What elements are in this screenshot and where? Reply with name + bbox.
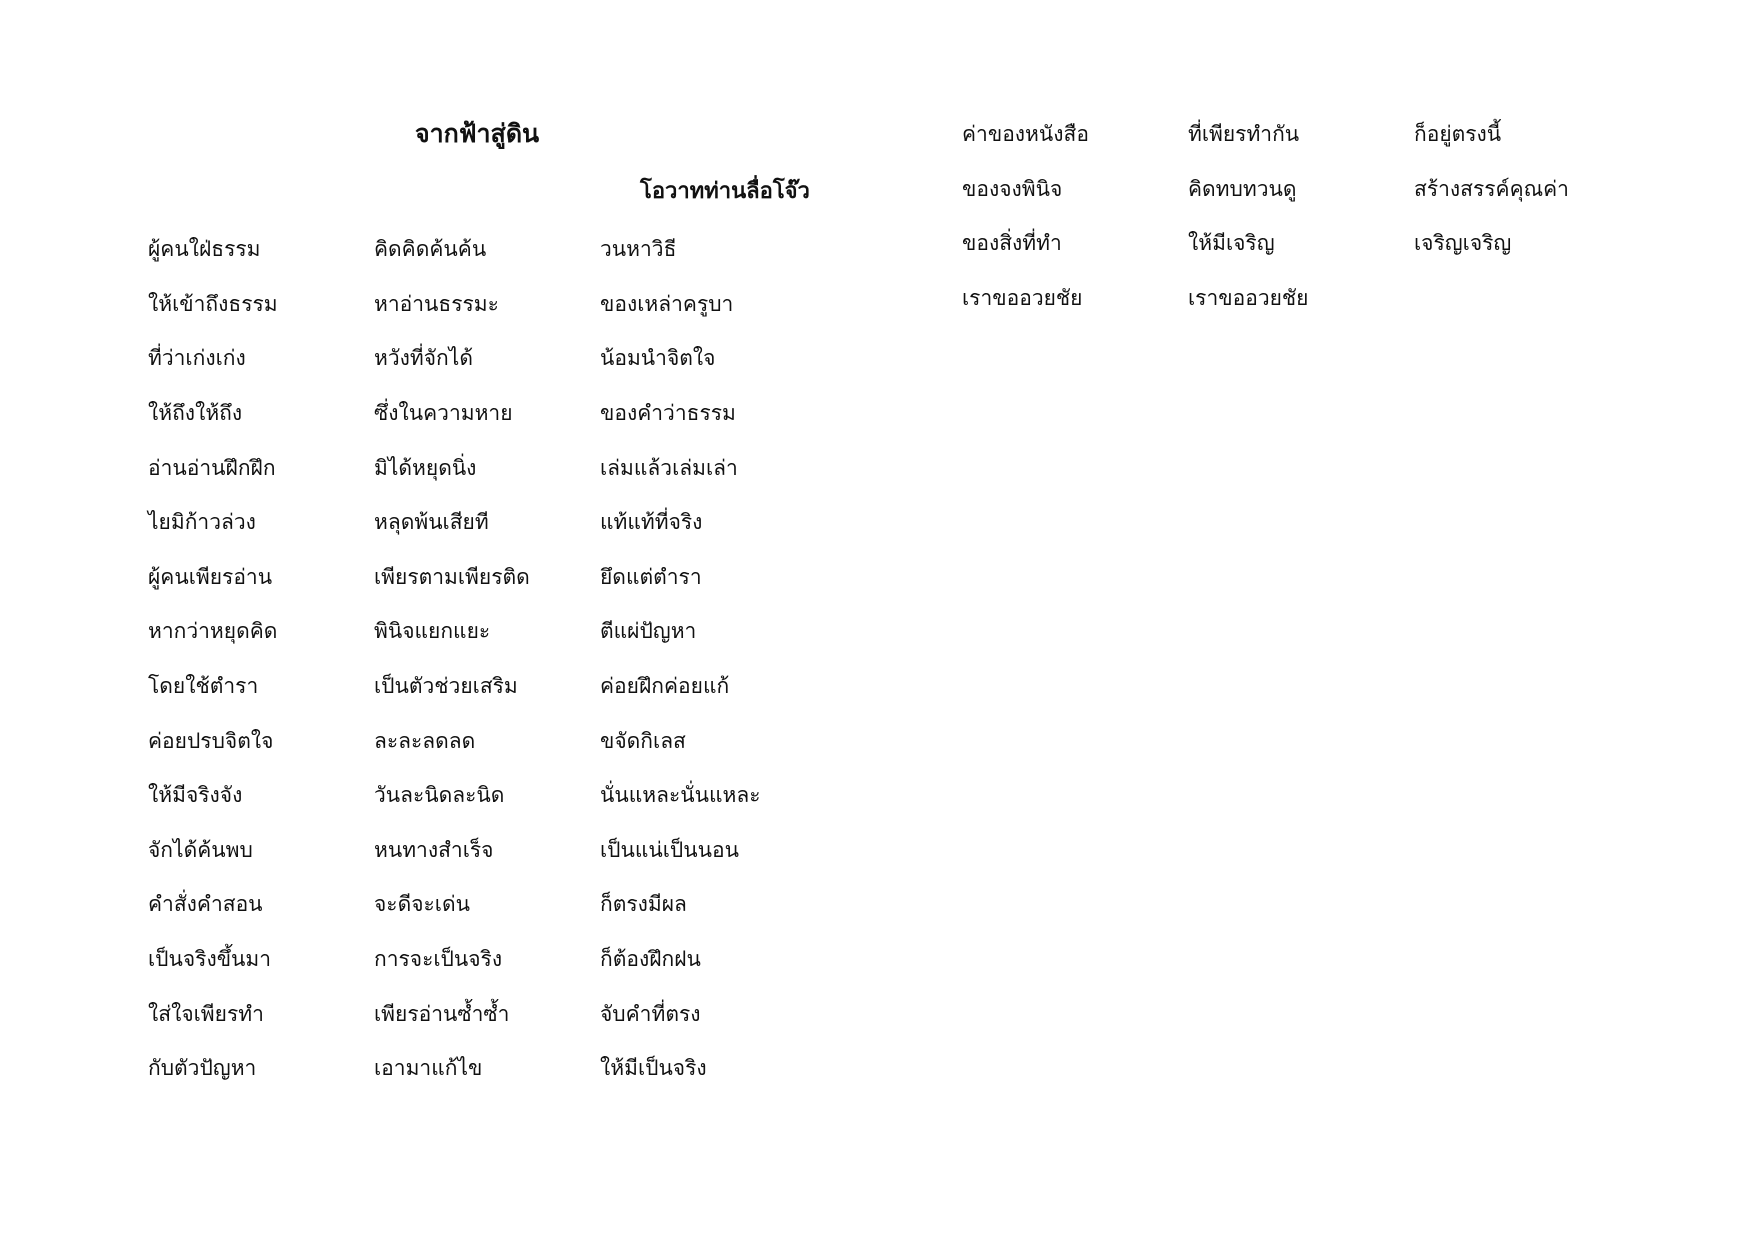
verse-line: เพียรอ่านซ้ำซ้ำ	[374, 1001, 510, 1026]
verse-line: หนทางสำเร็จ	[374, 837, 494, 862]
verse-line: ละละลดลด	[374, 728, 476, 753]
verse-line: เราขออวยชัย	[1188, 286, 1309, 311]
verse-line: ก็ตรงมีผล	[600, 892, 687, 917]
verse-line: ไยมิก้าวล่วง	[148, 510, 256, 535]
verse-line: โดยใช้ตำรา	[148, 674, 259, 699]
verse-line: คำสั่งคำสอน	[148, 892, 263, 917]
verse-line: เจริญเจริญ	[1414, 231, 1512, 256]
verse-line: เล่มแล้วเล่มเล่า	[600, 455, 738, 480]
verse-line: สร้างสรรค์คุณค่า	[1414, 176, 1569, 201]
verse-line: ของเหล่าครูบา	[600, 291, 734, 316]
verse-line: ของสิ่งที่ทำ	[962, 231, 1062, 256]
verse-line: คิดคิดค้นค้น	[374, 237, 487, 262]
verse-line: ค่าของหนังสือ	[962, 122, 1089, 147]
verse-line: แท้แท้ที่จริง	[600, 510, 703, 535]
verse-line: ของคำว่าธรรม	[600, 401, 736, 426]
verse-line: นั่นแหละนั่นแหละ	[600, 783, 761, 808]
verse-line: เราขออวยชัย	[962, 286, 1083, 311]
verse-line: ตีแผ่ปัญหา	[600, 619, 697, 644]
verse-line: จะดีจะเด่น	[374, 892, 470, 917]
verse-line: ขจัดกิเลส	[600, 728, 686, 753]
verse-line: กับตัวปัญหา	[148, 1056, 257, 1081]
verse-line: ให้มีเป็นจริง	[600, 1056, 707, 1081]
verse-line: ที่ว่าเก่งเก่ง	[148, 346, 246, 371]
verse-line: วนหาวิธี	[600, 237, 677, 262]
verse-line: เป็นจริงขึ้นมา	[148, 947, 272, 972]
verse-line: ของจงพินิจ	[962, 176, 1063, 201]
verse-line: พินิจแยกแยะ	[374, 619, 491, 644]
verse-line: ค่อยฝึกค่อยแก้	[600, 674, 730, 699]
verse-line: เพียรตามเพียรติด	[374, 564, 530, 589]
verse-line: เป็นแน่เป็นนอน	[600, 837, 739, 862]
verse-line: ก็อยู่ตรงนี้	[1414, 122, 1502, 147]
verse-line: ให้มีเจริญ	[1188, 231, 1275, 256]
verse-line: หวังที่จักได้	[374, 346, 473, 371]
verse-line: เป็นตัวช่วยเสริม	[374, 674, 518, 699]
poem-subtitle: โอวาทท่านลื่อโจ๊ว	[640, 179, 810, 204]
verse-line: ใส่ใจเพียรทำ	[148, 1001, 264, 1026]
verse-line: จับคำที่ตรง	[600, 1001, 701, 1026]
verse-line: หาอ่านธรรมะ	[374, 291, 499, 316]
verse-line: อ่านอ่านฝึกฝึก	[148, 455, 276, 480]
verse-line: ให้ถึงให้ถึง	[148, 401, 243, 426]
verse-line: วันละนิดละนิด	[374, 783, 505, 808]
verse-line: ผู้คนเพียรอ่าน	[148, 564, 273, 589]
left-poem-verses	[148, 222, 826, 1096]
verse-line: หากว่าหยุดคิด	[148, 619, 278, 644]
poem-title: จากฟ้าสู่ดิน	[415, 119, 540, 148]
verse-line: ซึ่งในความหาย	[374, 401, 513, 426]
verse-line: หลุดพ้นเสียที	[374, 510, 489, 535]
verse-line: จักได้ค้นพบ	[148, 837, 253, 862]
verse-line: ค่อยปรบจิตใจ	[148, 728, 274, 753]
verse-line: ก็ต้องฝึกฝน	[600, 947, 701, 972]
verse-line: มิได้หยุดนิ่ง	[374, 455, 477, 480]
verse-line: ยึดแต่ตำรา	[600, 564, 702, 589]
verse-line: เอามาแก้ไข	[374, 1056, 483, 1081]
verse-line: ให้เข้าถึงธรรม	[148, 291, 278, 316]
verse-line	[1414, 278, 1640, 318]
verse-line: ผู้คนใฝ่ธรรม	[148, 237, 261, 262]
verse-line: น้อมนำจิตใจ	[600, 346, 716, 371]
verse-line: ให้มีจริงจัง	[148, 783, 243, 808]
verse-line: คิดทบทวนดู	[1188, 176, 1297, 201]
verse-line: ที่เพียรทำกัน	[1188, 122, 1300, 147]
verse-line: การจะเป็นจริง	[374, 947, 503, 972]
right-poem-verses	[962, 107, 1640, 325]
